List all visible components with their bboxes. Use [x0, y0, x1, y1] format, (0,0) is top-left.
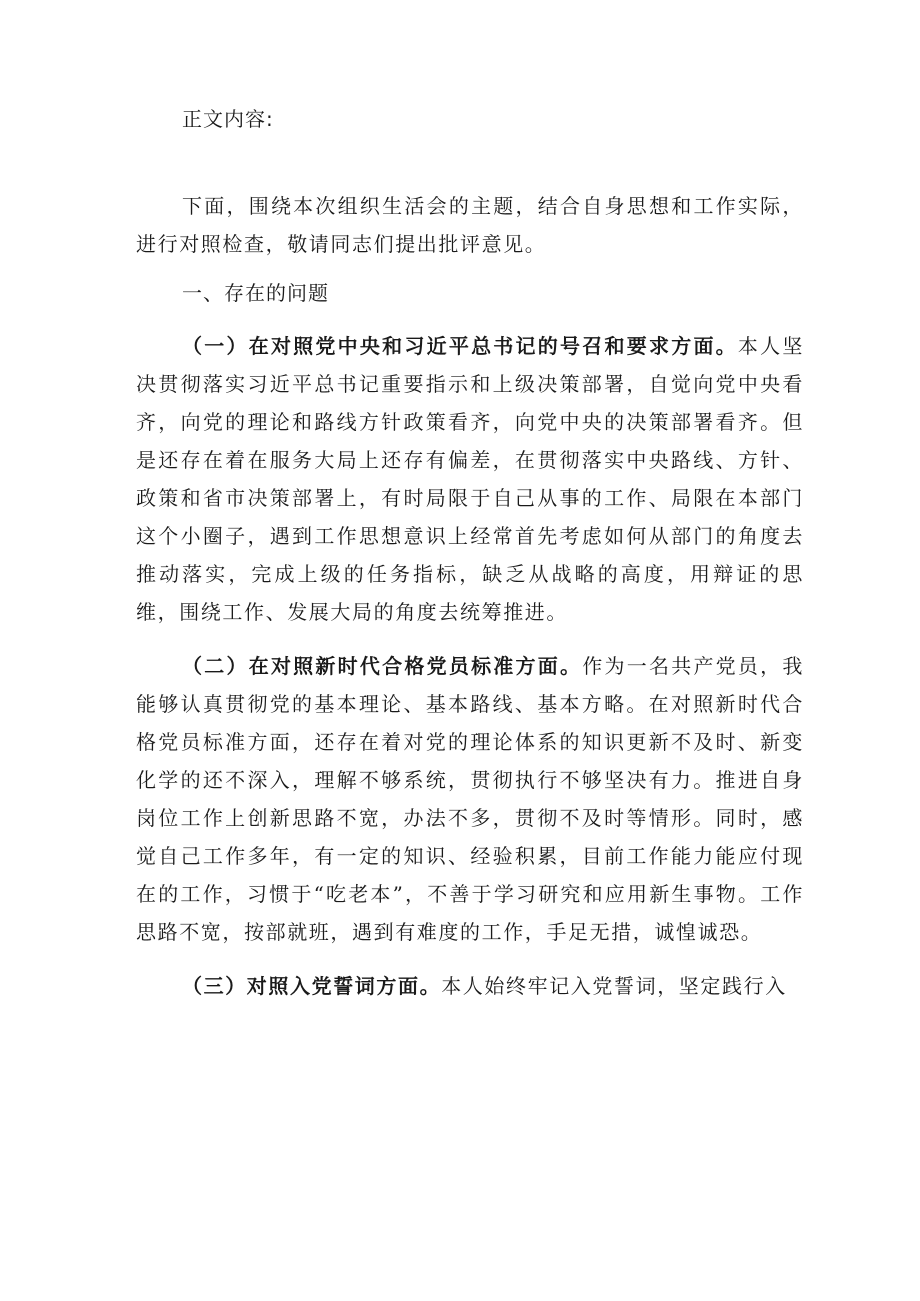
section-paragraph-3	[136, 967, 804, 1005]
section-body-2: 作为一名共产党员，我能够认真贯彻党的基本理论、基本路线、基本方略。在对照新时代合格党员标准方面，还存在着对党的理论体系的知识更新不及时、新变化学的还不深入，理解不够系统，贯彻执行不够坚决有力。推进自身岗位工作上创新思路不宽，办法不多，贯彻不及时等情形。同时，感觉自己工作多年，有一定的知识、经验积累，目前工作能力能应付现在的工作，习惯于“吃老本”，不善于学习研究和应用新生事物。工作思路不宽，按部就班，遇到有难度的工作，手足无措，诚惶诚恐。	[136, 654, 804, 944]
section-paragraph-1	[136, 327, 804, 631]
section-body-1: 本人坚决贯彻落实习近平总书记重要指示和上级决策部署，自觉向党中央看齐，向党的理论和路线方针政策看齐，向党中央的决策部署看齐。但是还存在着在服务大局上还存有偏差，在贯彻落实中央路线、方针、政策和省市决策部署上，有时局限于自己从事的工作、局限在本部门这个小圈子，遇到工作思想意识上经常首先考虑如何从部门的角度去推动落实，完成上级的任务指标，缺乏从战略的高度，用辩证的思维，围绕工作、发展大局的角度去统筹推进。	[136, 334, 804, 624]
section-title-1: （一）在对照党中央和习近平总书记的号召和要求方面。	[182, 334, 738, 358]
content-label: 正文内容:	[182, 107, 274, 131]
section-heading: 一、存在的问题	[182, 281, 329, 305]
section-title-2: （二）在对照新时代合格党员标准方面。	[182, 654, 583, 678]
document-body	[136, 187, 804, 1021]
intro-paragraph: 下面，围绕本次组织生活会的主题，结合自身思想和工作实际，进行对照检查，敬请同志们提出批评意见。	[136, 194, 804, 256]
section-paragraph-2	[136, 647, 804, 951]
section-title-3: （三）对照入党誓词方面。	[182, 974, 442, 998]
section-body-3: 本人始终牢记入党誓词，坚定践行入	[441, 974, 787, 998]
